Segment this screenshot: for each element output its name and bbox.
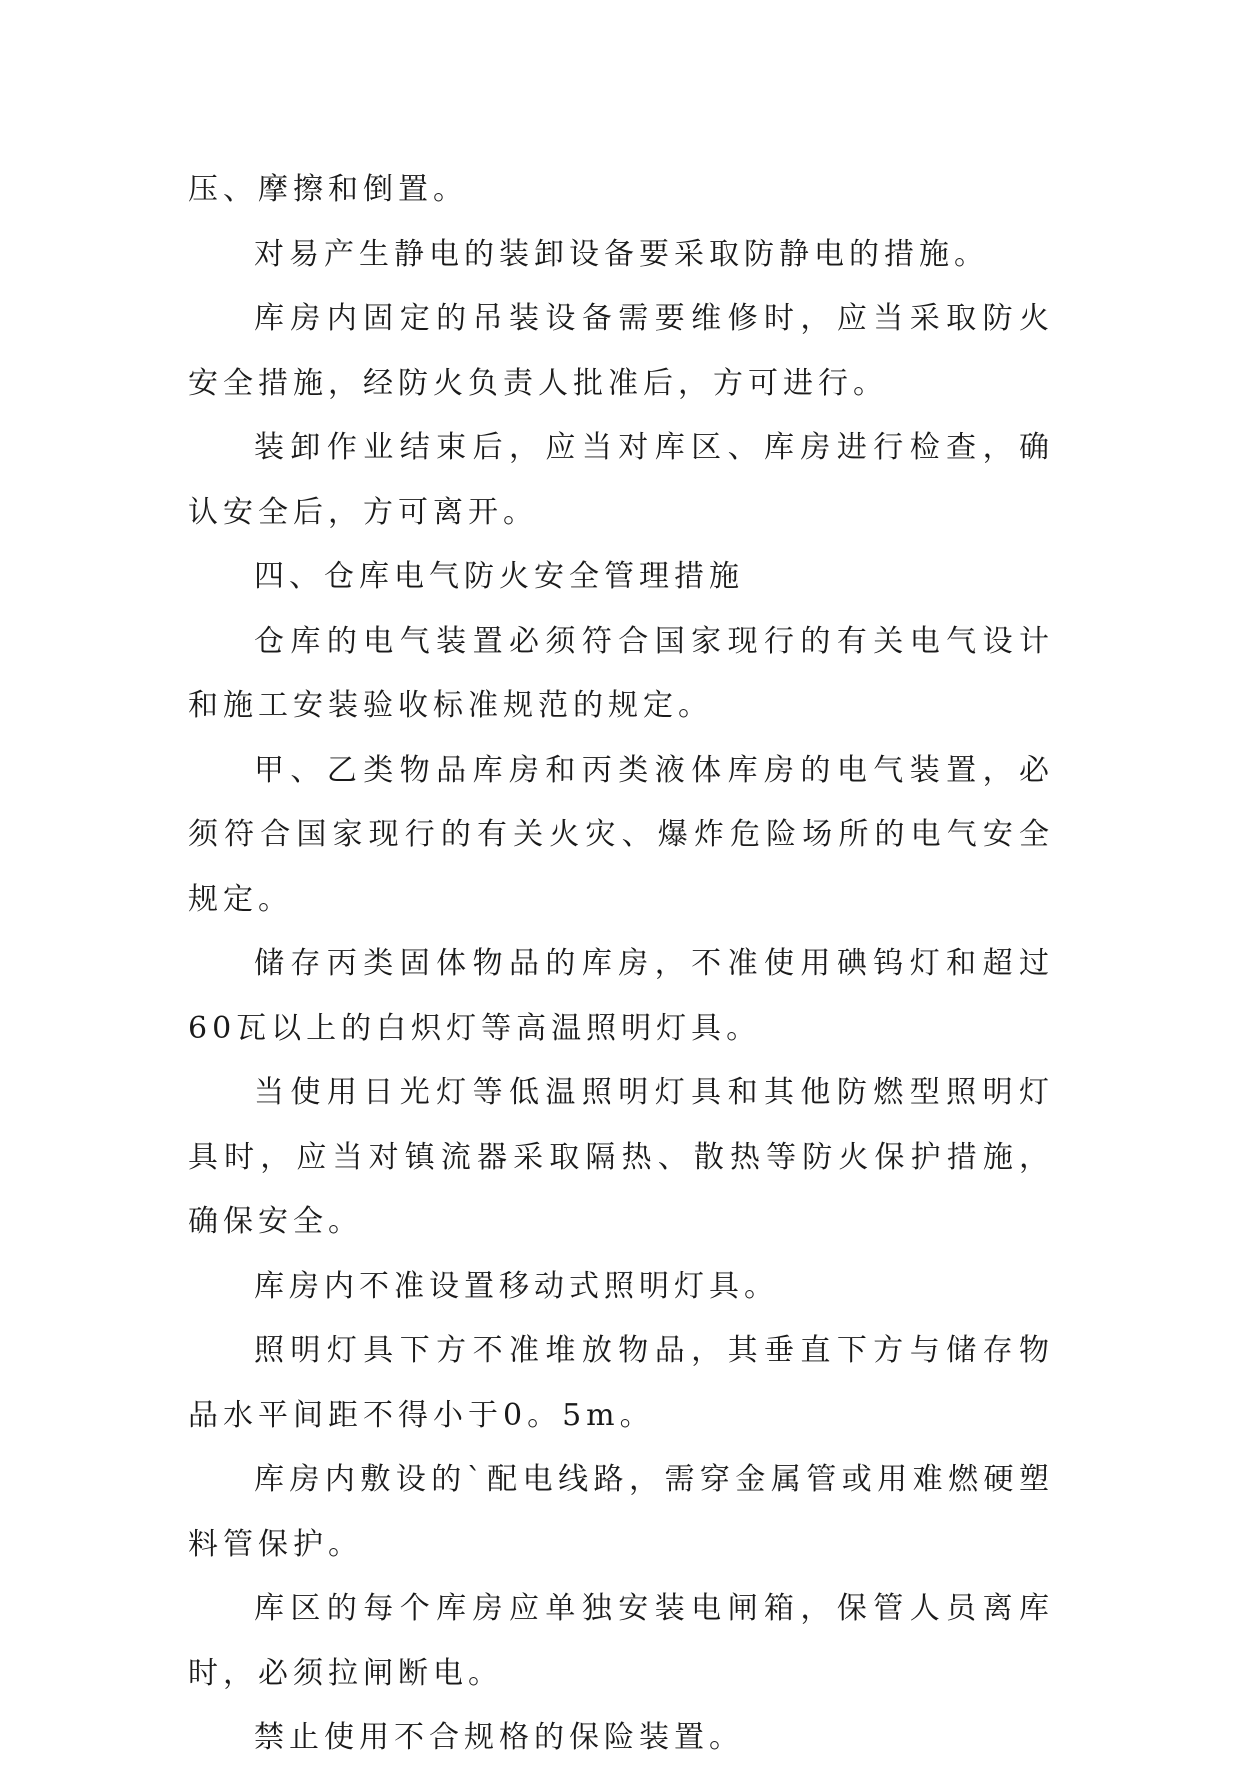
paragraph-continuation: 压、摩擦和倒置。 <box>188 172 468 207</box>
paragraph-switch-box: 库区的每个库房应单独安装电闸箱，保管人员离库时，必须拉闸断电。 <box>188 1591 1054 1691</box>
section-heading: 四、仓库电气防火安全管理措施 <box>254 559 744 594</box>
paragraph-wiring-protection: 库房内敷设的`配电线路，需穿金属管或用难燃硬塑料管保护。 <box>188 1462 1054 1562</box>
paragraph-fuse-devices: 禁止使用不合规格的保险装置。 <box>254 1720 744 1755</box>
paragraph-class-c-solid-storage: 储存丙类固体物品的库房，不准使用碘钨灯和超过60瓦以上的白炽灯等高温照明灯具。 <box>188 946 1054 1046</box>
paragraph-low-temp-lighting: 当使用日光灯等低温照明灯具和其他防燃型照明灯具时，应当对镇流器采取隔热、散热等防火保护措施，确保安全。 <box>188 1075 1054 1239</box>
paragraph-electrical-standards: 仓库的电气装置必须符合国家现行的有关电气设计和施工安装验收标准规范的规定。 <box>188 623 1054 723</box>
paragraph-no-mobile-lighting: 库房内不准设置移动式照明灯具。 <box>254 1268 779 1304</box>
paragraph-lighting-clearance: 照明灯具下方不准堆放物品，其垂直下方与储存物品水平间距不得小于0。5m。 <box>188 1333 1054 1433</box>
paragraph-hoisting-maintenance: 库房内固定的吊装设备需要维修时，应当采取防火安全措施，经防火负责人批准后，方可进行。 <box>188 301 1054 401</box>
paragraph-class-a-b-storage: 甲、乙类物品库房和丙类液体库房的电气装置，必须符合国家现行的有关火灾、爆炸危险场所的电气安全规定。 <box>188 752 1054 917</box>
paragraph-after-loading: 装卸作业结束后，应当对库区、库房进行检查，确认安全后，方可离开。 <box>188 430 1054 530</box>
paragraph-static-electricity: 对易产生静电的装卸设备要采取防静电的措施。 <box>254 236 989 272</box>
document-body <box>188 158 1054 1771</box>
